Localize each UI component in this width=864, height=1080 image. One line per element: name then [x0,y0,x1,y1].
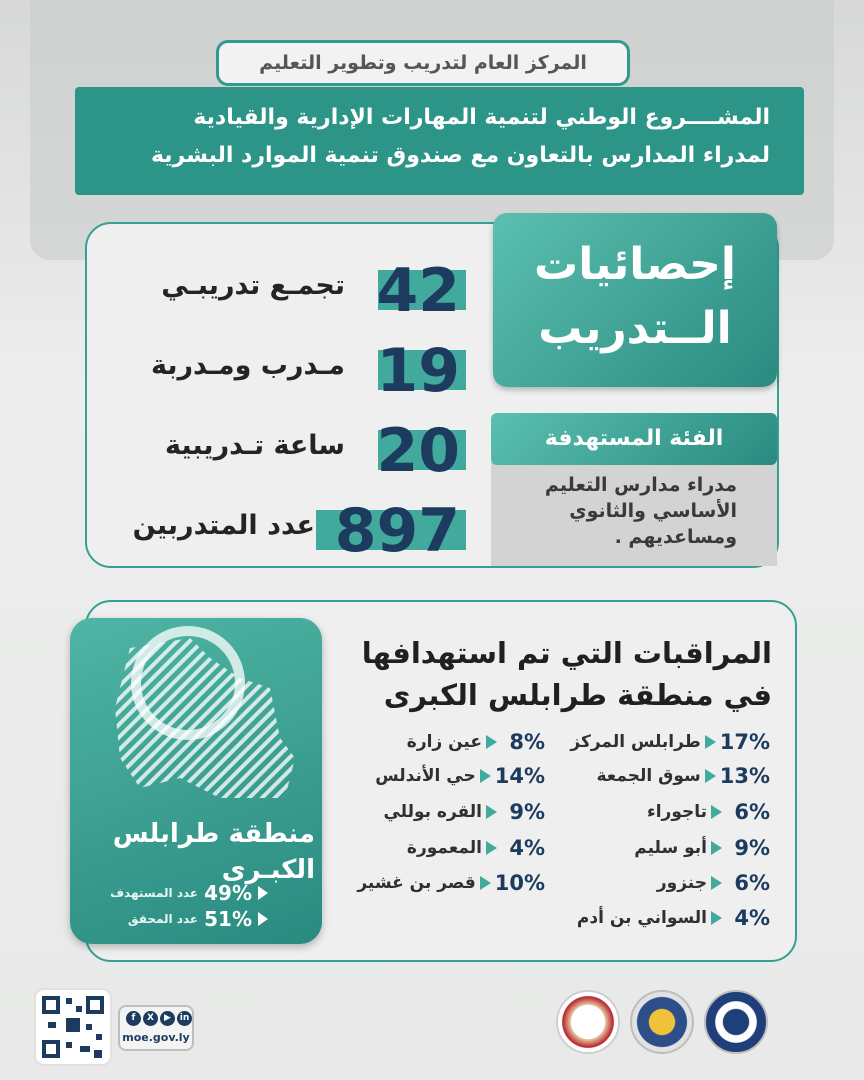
region-name: عين زارة [406,732,482,752]
triangle-icon [258,886,268,900]
triangle-icon [711,876,722,890]
region-name: حي الأندلس [375,766,476,786]
target-line2: الأساسي والثانوي [569,500,737,522]
stat-number: 20 [376,416,460,486]
region-name: القره بوللي [383,802,482,822]
facebook-icon[interactable]: f [126,1011,141,1026]
social-links-box[interactable] [118,1005,194,1051]
map-achieved-pct: 51% [204,907,252,931]
stat-gatherings [110,256,470,326]
region-name: السواني بن أدم [576,908,707,928]
map-target-row [88,882,268,904]
stat-label: عدد المتدربين [132,510,315,541]
website-link[interactable]: moe.gov.ly [122,1031,190,1044]
region-pct: 6% [734,800,770,824]
region-name: أبو سليم [634,838,707,858]
region-name: طرابلس المركز [570,732,701,752]
triangle-icon [711,841,722,855]
map-title-line2: الكبـرى [221,855,315,885]
ministry-logo-icon [556,990,620,1054]
triangle-icon [480,876,491,890]
org-name: المركز العام لتدريب وتطوير التعليم [259,52,587,74]
region-item [345,798,545,826]
region-name: قصر بن غشير [357,873,476,893]
org-name-box [216,40,630,86]
region-item [570,834,770,862]
target-group-title: الفئة المستهدفة [491,413,777,465]
project-title-line1: المشــــروع الوطني لتنمية المهارات الإدارية والقيادية [193,105,770,130]
qr-code-icon [36,990,110,1064]
regions-title [340,632,772,716]
map-title [75,816,315,888]
stat-label: ساعة تـدريبية [165,430,345,461]
education-ministry-logo-icon [704,990,768,1054]
region-item [345,834,545,862]
region-item [345,762,545,790]
region-pct: 6% [734,871,770,895]
target-line3: ومساعديهم . [614,526,737,548]
map-achieved-label: عدد المحقق [127,912,199,926]
map-target-label: عدد المستهدف [110,886,199,900]
stats-title-line2: الــتدريب [538,303,732,354]
region-pct: 17% [719,730,770,754]
x-icon[interactable]: X [143,1011,158,1026]
triangle-icon [705,735,716,749]
target-line1: مدراء مدارس التعليم [544,474,737,496]
triangle-icon [705,769,716,783]
triangle-icon [486,841,497,855]
map-achieved-row [88,908,268,930]
triangle-icon [711,911,722,925]
region-name: سوق الجمعة [596,766,701,786]
stat-trainers [110,336,470,406]
region-name: المعمورة [406,838,482,858]
region-pct: 8% [509,730,545,754]
youtube-icon[interactable]: ▶ [160,1011,175,1026]
region-pct: 13% [719,764,770,788]
stat-number: 42 [376,256,460,326]
region-item [570,762,770,790]
region-item [345,728,545,756]
triangle-icon [480,769,491,783]
map-title-line1: منطقة طرابلس [112,819,315,849]
triangle-icon [486,735,497,749]
region-item [345,869,545,897]
project-title-line2: لمدراء المدارس بالتعاون مع صندوق تنمية الموارد البشرية [150,143,770,168]
stats-title-line1: إحصائيات [534,239,736,290]
qr-code[interactable] [36,990,110,1064]
region-name: جنزور [656,873,707,893]
region-pct: 4% [734,906,770,930]
region-name: تاجوراء [647,802,707,822]
region-item [570,904,770,932]
map-target-pct: 49% [204,881,252,905]
linkedin-icon[interactable]: in [177,1011,192,1026]
region-pct: 10% [494,871,545,895]
region-pct: 9% [509,800,545,824]
stat-hours [110,416,470,486]
regions-title-line1: المراقبات التي تم استهدافها [361,636,772,670]
stat-trainees [110,496,470,566]
region-pct: 4% [509,836,545,860]
project-banner [75,87,804,195]
triangle-icon [258,912,268,926]
triangle-icon [711,805,722,819]
stat-label: تجمـع تدريبـي [161,270,345,301]
region-item [570,869,770,897]
stat-number: 897 [334,496,460,566]
regions-title-line2: في منطقة طرابلس الكبرى [383,678,772,712]
region-item [570,798,770,826]
labor-ministry-logo-icon [630,990,694,1054]
region-item [570,728,770,756]
stat-number: 19 [376,336,460,406]
stat-label: مـدرب ومـدربة [151,350,345,381]
stats-title-card [493,213,777,387]
region-pct: 9% [734,836,770,860]
region-pct: 14% [494,764,545,788]
triangle-icon [486,805,497,819]
target-group-body [491,462,777,566]
